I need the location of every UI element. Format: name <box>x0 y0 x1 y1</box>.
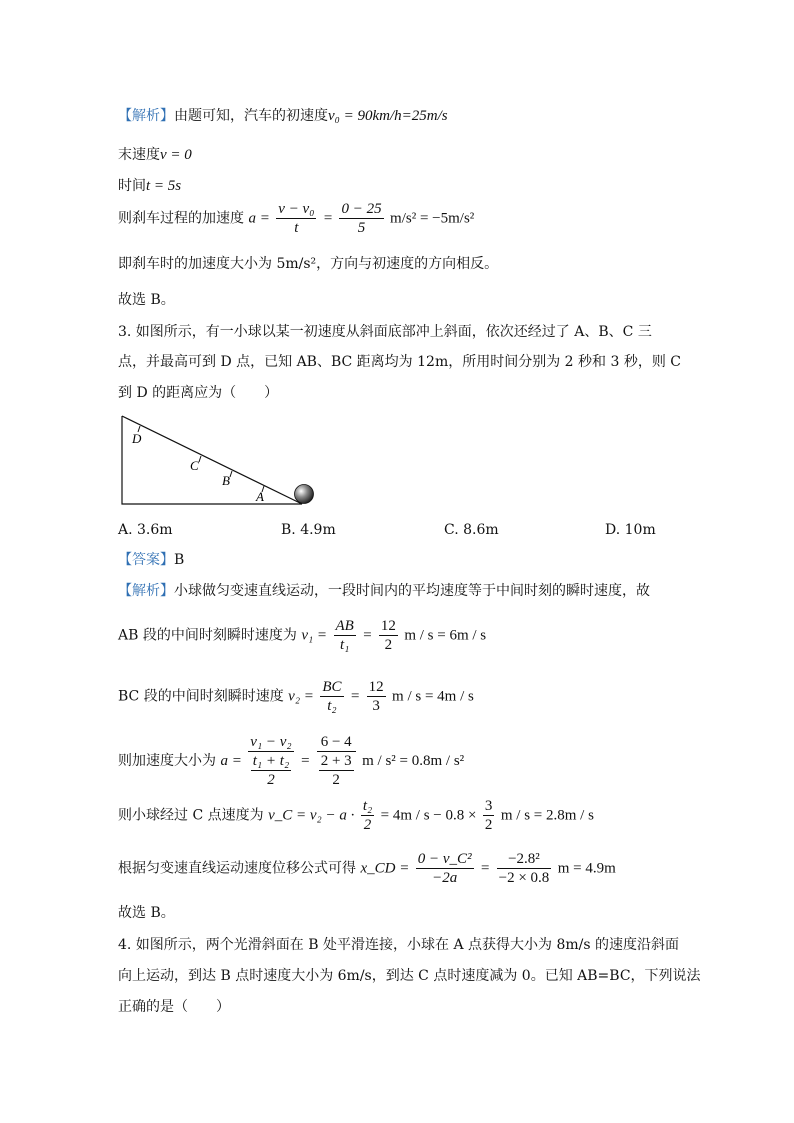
fraction: $\frac{12}{2}$ <box>380 618 396 653</box>
answer-value: B <box>174 552 185 568</box>
analysis-tag: 【解析】 <box>118 108 174 124</box>
option-d: D. 10m <box>605 522 656 538</box>
fraction: $\frac{AB}{\text{t₁}}$ <box>335 618 354 653</box>
answer-line <box>118 550 184 570</box>
question-4-line-1: 4. 如图所示，两个光滑斜面在 B 处平滑连接，小球在 A 点获得大小为 8m/s 的速度沿斜面 <box>118 937 679 953</box>
question-3-line-2: 点，并最高可到 D 点，已知 AB、BC 距离均为 12m，所用时间分别为 2 秒和 3 秒，则 C <box>118 354 681 370</box>
option-a: A. 3.6m <box>118 522 173 538</box>
v2-formula-line: BC 段的中间时刻瞬时速度 v₂ = $\frac{BC}{\text{t₂}}$ = $\frac{12}{3}$ m / s = 4m / s <box>118 679 474 714</box>
tick-b <box>230 471 232 477</box>
acceleration-note-line: 即刹车时的加速度大小为 5m/s²，方向与初速度的方向相反。 <box>118 256 499 272</box>
fraction: $\frac{12}{3}$ <box>368 679 384 714</box>
final-velocity-line: 末速度v = 0 <box>118 147 192 163</box>
question-3-line-1: 3. 如图所示，有一小球以某一初速度从斜面底部冲上斜面，依次还经过了 A、B、C 三 <box>118 324 652 340</box>
acceleration-calc-line: 则加速度大小为 a = $\frac{\text{v₁ − v₂}}{\frac{\text{t₁ + t₂}}{2}}$ = $\frac{6 - 4}{\frac{2 + 3}{2}}$ m / s² = 0.8m / s² <box>118 734 465 788</box>
xcd-formula-line: 根据匀变速直线运动速度位移公式可得 x_CD = $\frac{\text{0 − v\_C²}}{-2a}$ = $\frac{\text{−2.8²}}{-2 \times 0.8}$ m = 4.9m <box>118 851 616 886</box>
fraction: $\frac{\text{−2.8²}}{-2 \times 0.8}$ <box>498 851 550 886</box>
fraction: $\frac{\text{v − v₀}}{t}$ <box>278 201 315 236</box>
fraction: $\frac{\text{t₂}}{2}$ <box>362 798 373 833</box>
choice-line: 故选 B。 <box>118 292 175 308</box>
choice-line-3: 故选 B。 <box>118 905 175 921</box>
incline-triangle <box>122 416 302 504</box>
question-3-line-3: 到 D 的距离应为（ ） <box>118 385 279 401</box>
incline-figure <box>118 412 328 512</box>
v1-formula-line: AB 段的中间时刻瞬时速度为 v₁ = $\frac{AB}{\text{t₁}}$ = $\frac{12}{2}$ m / s = 6m / s <box>118 618 487 653</box>
compound-fraction: $\frac{\text{v₁ − v₂}}{\frac{\text{t₁ + t₂}}{2}}$ <box>250 734 292 788</box>
fraction: $\frac{\text{0 − v\_C²}}{-2a}$ <box>417 851 472 886</box>
tick-c <box>199 456 201 462</box>
label-d: D <box>132 431 142 446</box>
fraction: $\frac{3}{2}$ <box>484 798 493 833</box>
question-4-line-3: 正确的是（ ） <box>118 999 230 1015</box>
fraction: $\frac{BC}{\text{t₂}}$ <box>322 679 342 714</box>
vc-formula-line: 则小球经过 C 点速度为 v_C = v₂ − a · $\frac{\text{t₂}}{2}$ = 4m / s − 0.8 × $\frac{3}{2}$ m / s = 2.8m / s <box>118 798 594 833</box>
analysis-line-1: 【解析】由题可知，汽车的初速度v₀ = 90km/h=25m/s <box>118 108 448 124</box>
analysis-3-line-1: 【解析】小球做匀变速直线运动，一段时间内的平均速度等于中间时刻的瞬时速度，故 <box>118 583 650 599</box>
option-b: B. 4.9m <box>281 522 336 538</box>
option-c: C. 8.6m <box>444 522 499 538</box>
label-a: A <box>256 489 264 504</box>
question-4-line-2: 向上运动，到达 B 点时速度大小为 6m/s，到达 C 点时速度减为 0。已知 AB=BC，下列说法 <box>118 968 701 984</box>
fraction: $\frac{0 - 25}{5}$ <box>341 201 382 236</box>
time-line: 时间t = 5s <box>118 178 182 194</box>
label-c: C <box>190 458 199 473</box>
label-b: B <box>222 473 230 488</box>
answer-tag: 【答案】 <box>118 552 174 568</box>
compound-fraction: $\frac{6 - 4}{\frac{2 + 3}{2}}$ <box>317 733 356 789</box>
ball <box>295 485 314 504</box>
acceleration-formula-line: 则刹车过程的加速度 a = $\frac{\text{v − v₀}}{t}$ = $\frac{0 - 25}{5}$ m/s² = −5m/s² <box>118 201 475 236</box>
